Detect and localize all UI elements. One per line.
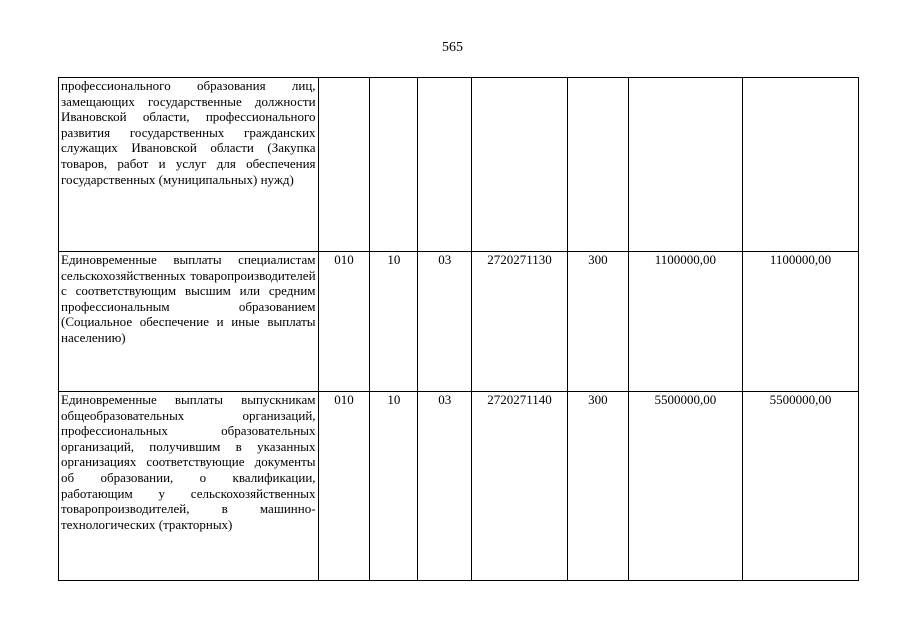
subsection-code	[418, 78, 472, 252]
section-code: 10	[370, 392, 418, 581]
amount-1: 5500000,00	[628, 392, 742, 581]
amount-1	[628, 78, 742, 252]
expense-type-code	[567, 78, 628, 252]
row-description: Единовременные выплаты специалистам сельскохозяйственных товаропроизводителей с соответствующим высшим или средним профессиональным образованием (Социальное обеспечение и иные выплаты населению)	[59, 252, 319, 392]
amount-2: 1100000,00	[742, 252, 858, 392]
subsection-code: 03	[418, 392, 472, 581]
table-row	[59, 392, 859, 581]
target-article-code: 2720271140	[472, 392, 568, 581]
budget-table	[58, 77, 859, 581]
ministry-code: 010	[318, 392, 370, 581]
ministry-code	[318, 78, 370, 252]
amount-2: 5500000,00	[742, 392, 858, 581]
ministry-code: 010	[318, 252, 370, 392]
row-description: Единовременные выплаты выпускникам общеобразовательных организаций, профессиональных образовательных организаций, получившим в указанных организациях соответствующие документы об образовании, о квалификации, работающим у сельскохозяйственных товаропроизводителей, в машинно-технологических (тракторных)	[59, 392, 319, 581]
subsection-code: 03	[418, 252, 472, 392]
table-row	[59, 252, 859, 392]
amount-1: 1100000,00	[628, 252, 742, 392]
table-row	[59, 78, 859, 252]
section-code: 10	[370, 252, 418, 392]
expense-type-code: 300	[567, 392, 628, 581]
target-article-code	[472, 78, 568, 252]
amount-2	[742, 78, 858, 252]
page-number: 565	[442, 40, 463, 55]
row-description: профессионального образования лиц, замещающих государственные должности Ивановской области, профессионального развития государственных гражданских служащих Ивановской области (Закупка товаров, работ и услуг для обеспечения государственных (муниципальных) нужд)	[59, 78, 319, 252]
target-article-code: 2720271130	[472, 252, 568, 392]
expense-type-code: 300	[567, 252, 628, 392]
section-code	[370, 78, 418, 252]
